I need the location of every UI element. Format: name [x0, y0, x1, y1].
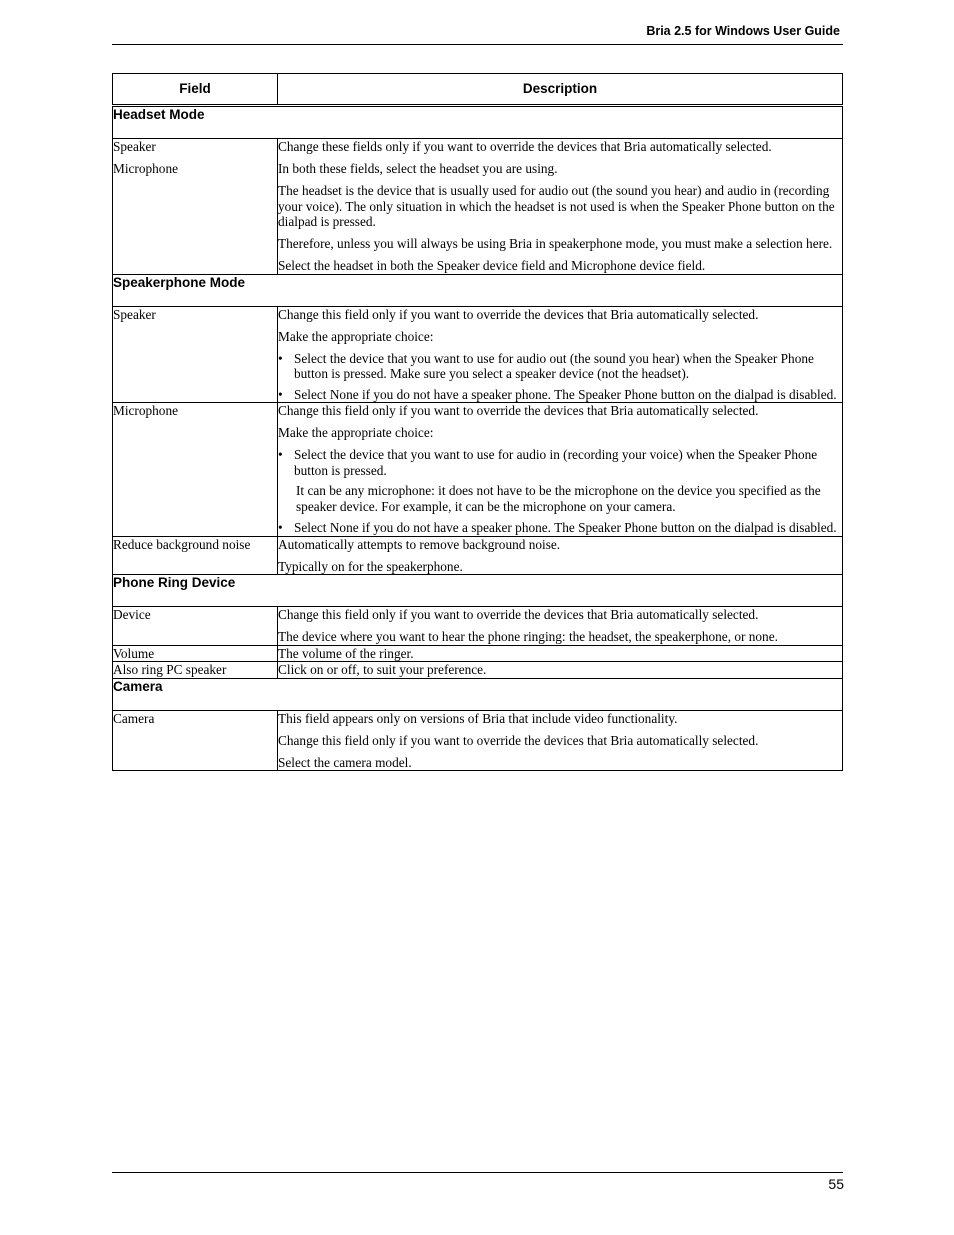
description-paragraph: The device where you want to hear the phone ringing: the headset, the speakerphone, or none.: [278, 629, 778, 644]
field-cell: [113, 306, 278, 403]
table-row: [113, 710, 843, 771]
bullet-item: [278, 387, 842, 403]
description-paragraph: In both these fields, select the headset you are using.: [278, 161, 558, 176]
bullet-icon: •: [278, 350, 283, 366]
indented-note: It can be any microphone: it does not have to be the microphone on the device you specified as the speaker device. For example, it can be the microphone on your camera.: [296, 483, 821, 514]
section-title: Speakerphone Mode: [113, 274, 843, 306]
section-row: [113, 106, 843, 139]
bullet-list: [278, 447, 842, 536]
description-cell: [278, 645, 843, 662]
field-cell: [113, 536, 278, 575]
bullet-icon: •: [278, 386, 283, 402]
bullet-text: Select None if you do not have a speaker phone. The Speaker Phone button on the dialpad is disabled.: [294, 520, 837, 535]
bullet-item: [278, 520, 842, 536]
bullet-item: [278, 447, 842, 478]
section-title: Camera: [113, 678, 843, 710]
description-paragraph: Make the appropriate choice:: [278, 328, 434, 344]
description-paragraph: Select the camera model.: [278, 754, 412, 770]
field-name: Speaker: [113, 139, 156, 154]
description-paragraph: Select the headset in both the Speaker device field and Microphone device field.: [278, 258, 706, 273]
description-paragraph: The headset is the device that is usually used for audio out (the sound you hear) and audio in (recording your voice). The only situation in which the headset is not used is when the Speaker Phone button on the dialpad is pressed.: [278, 183, 835, 229]
description-cell: [278, 403, 843, 537]
page-number: 55: [828, 1176, 844, 1192]
description-cell: [278, 536, 843, 575]
table-header-row: [113, 74, 843, 106]
description-paragraph: Make the appropriate choice:: [278, 425, 434, 440]
bullet-list: [278, 351, 842, 403]
description-paragraph: This field appears only on versions of Bria that include video functionality.: [278, 710, 678, 726]
running-header-title: Bria 2.5 for Windows User Guide: [646, 24, 840, 38]
footer-rule: [112, 1172, 843, 1173]
description-cell: [278, 662, 843, 679]
bullet-icon: •: [278, 520, 283, 535]
field-name: Speaker: [113, 306, 156, 322]
bullet-text: Select the device that you want to use for audio in (recording your voice) when the Speaker Phone button is pressed.: [294, 447, 818, 478]
description-paragraph: Change this field only if you want to override the devices that Bria automatically selected.: [278, 306, 759, 322]
description-paragraph: Change this field only if you want to override the devices that Bria automatically selected.: [278, 607, 759, 622]
bullet-text: Select the device that you want to use for audio out (the sound you hear) when the Speaker Phone button is pressed. Make sure you select a speaker device (not the headset).: [294, 350, 814, 381]
section-title: Phone Ring Device: [113, 575, 843, 607]
section-row: [113, 575, 843, 607]
field-name: Camera: [113, 710, 155, 726]
description-paragraph: Therefore, unless you will always be using Bria in speakerphone mode, you must make a selection here.: [278, 236, 833, 251]
section-title: Headset Mode: [113, 106, 843, 139]
description-paragraph: Change this field only if you want to override the devices that Bria automatically selected.: [278, 403, 759, 418]
field-name: Device: [113, 607, 151, 622]
table-row: [113, 139, 843, 275]
field-name: Reduce background noise: [113, 536, 251, 552]
description-paragraph: Automatically attempts to remove background noise.: [278, 536, 561, 552]
column-header-description: Description: [278, 74, 843, 106]
field-cell: [113, 403, 278, 537]
description-cell: [278, 306, 843, 403]
field-name: Microphone: [113, 403, 178, 418]
description-paragraph: Change these fields only if you want to override the devices that Bria automatically selected.: [278, 139, 772, 154]
description-paragraph: The volume of the ringer.: [278, 645, 414, 661]
field-name: Also ring PC speaker: [113, 662, 227, 677]
field-name: Microphone: [113, 161, 178, 176]
description-paragraph: Click on or off, to suit your preference.: [278, 662, 487, 677]
field-cell: [113, 662, 278, 679]
section-row: [113, 678, 843, 710]
description-cell: [278, 710, 843, 771]
field-cell: [113, 645, 278, 662]
section-row: [113, 274, 843, 306]
table-row: [113, 645, 843, 662]
description-cell: [278, 607, 843, 646]
table-row: [113, 662, 843, 679]
bullet-item: [278, 351, 842, 382]
table-body: [113, 106, 843, 771]
table-row: [113, 306, 843, 403]
table-row: [113, 536, 843, 575]
field-cell: [113, 607, 278, 646]
field-description-table: [112, 73, 843, 771]
table-row: [113, 403, 843, 537]
description-cell: [278, 139, 843, 275]
field-name: Volume: [113, 645, 155, 661]
bullet-icon: •: [278, 447, 283, 462]
column-header-field: Field: [113, 74, 278, 106]
description-paragraph: Typically on for the speakerphone.: [278, 558, 463, 574]
description-paragraph: Change this field only if you want to override the devices that Bria automatically selected.: [278, 732, 759, 748]
field-cell: [113, 139, 278, 275]
header-rule: [112, 44, 843, 45]
field-cell: [113, 710, 278, 771]
bullet-text: Select None if you do not have a speaker phone. The Speaker Phone button on the dialpad is disabled.: [294, 386, 837, 402]
table-row: [113, 607, 843, 646]
